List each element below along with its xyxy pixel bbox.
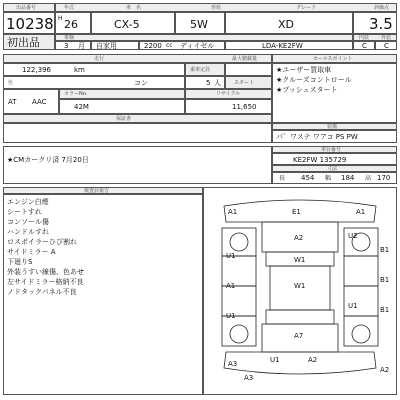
color-code-label-cell — [59, 89, 185, 99]
damage-mark-rear-left-bumper: U1 — [270, 356, 280, 364]
year-era: H — [58, 15, 63, 22]
remark-1: エンジン白煙 — [7, 198, 49, 206]
price-value: 11,650 — [232, 103, 257, 111]
selling-point-1: ★ユーザー買取車 — [276, 66, 332, 74]
transmission-value: AT — [8, 98, 17, 106]
dealer-label: 保証書 — [116, 116, 132, 122]
seats-unit: 人 — [214, 79, 221, 87]
recycle-label: リサイクル — [216, 91, 241, 97]
damage-mark-right-rear-door: U1 — [348, 302, 358, 310]
color-cell — [3, 76, 185, 89]
mileage-unit: km — [74, 66, 85, 74]
mileage-label: 走行 — [94, 56, 105, 62]
chassis-model-cell — [225, 41, 353, 50]
rear-bumper-outline — [224, 352, 376, 374]
selling-point-3: ★プッシュスタート — [276, 86, 338, 94]
right-quarter-outline — [344, 316, 378, 346]
mileage-cell — [3, 63, 185, 76]
grade-value: XD — [278, 18, 295, 31]
inspection-label: 検査員報告 — [84, 188, 110, 194]
chassis-label: 車台番号 — [321, 147, 342, 153]
chassis-cell — [272, 153, 397, 165]
remark-9: 左サイドミラー格納不良 — [7, 278, 84, 286]
model-year-label: 年式 — [64, 5, 75, 11]
seats-value: 5 — [206, 79, 211, 87]
color-code: 42M — [74, 103, 89, 111]
width-label: 幅 — [325, 175, 332, 182]
damage-mark-windshield: W1 — [294, 256, 306, 264]
year-value: 26 — [64, 18, 78, 31]
right-front-door-outline — [344, 256, 378, 286]
damage-mark-left-fender: U1 — [226, 252, 236, 260]
lot-label-cell — [3, 3, 55, 12]
color-value: コン — [134, 79, 148, 87]
color-code-label: カラーNo. — [64, 91, 88, 97]
interior-label: 内装 — [359, 35, 370, 41]
drive-type-cell — [91, 41, 139, 50]
damage-mark-front-left: A1 — [228, 208, 238, 216]
dealer-cell — [3, 123, 272, 143]
displacement-unit: cc — [166, 42, 173, 49]
height-label: 高 — [365, 175, 372, 182]
grade-cell — [225, 12, 353, 34]
selling-points-label: セールスポイント — [313, 56, 353, 62]
exterior-label: 外装 — [381, 35, 392, 41]
seats-label: 乗車定員 — [190, 67, 211, 73]
notice-cell — [3, 146, 272, 184]
grade-label-row — [353, 34, 397, 41]
chassis-number: KE2FW 135729 — [293, 156, 347, 164]
lot-number: 10238 — [6, 15, 54, 33]
remark-8: 外装うすい線傷、色あせ — [7, 268, 84, 276]
interior-grade: C — [362, 42, 367, 50]
seats-cell — [185, 76, 225, 89]
damage-mark-rear-far-left: A3 — [244, 374, 254, 382]
remark-6: サイドミラー A — [7, 248, 56, 256]
remark-7: 下廻りS — [7, 258, 33, 266]
notice-text: ★CMカークリ済 7月20日 — [7, 156, 89, 164]
spec-label-row — [3, 54, 272, 63]
left-quarter-outline — [222, 316, 256, 346]
damage-mark-right-door: B1 — [380, 276, 390, 284]
right-rear-door-outline — [344, 286, 378, 316]
damage-mark-roof: W1 — [294, 282, 306, 290]
fuel-type: ディイゼル — [180, 42, 215, 50]
selling-points-label-cell — [272, 54, 397, 63]
lot-label: 出品番号 — [16, 5, 37, 11]
damage-diagram — [204, 188, 396, 394]
grade-label: グレード — [296, 5, 317, 11]
inspection-label-cell — [3, 187, 203, 194]
rear-right-wheel — [352, 325, 370, 343]
damage-mark-right-front: U2 — [348, 232, 358, 240]
month-value: 3 — [64, 42, 69, 50]
damage-mark-hood: A2 — [294, 234, 304, 242]
inspection-remarks-cell — [3, 194, 203, 395]
remark-10: ノドタックパネル不良 — [7, 288, 77, 296]
remark-3: コンソール傷 — [7, 218, 49, 226]
year-cell — [55, 12, 91, 34]
remark-5: ロスポイラーひび割れ — [7, 238, 77, 246]
score-label: 評価点 — [374, 5, 390, 11]
month-cell — [55, 41, 91, 50]
model-value: CX-5 — [114, 18, 140, 31]
color-label: 色 — [8, 80, 14, 86]
color-code-cell — [59, 99, 185, 114]
damage-mark-front-center: E1 — [292, 208, 301, 216]
height-value: 170 — [377, 174, 391, 182]
damage-mark-trunk: A7 — [294, 332, 304, 340]
damage-mark-rear-center: A2 — [308, 356, 318, 364]
dims-cell — [272, 172, 397, 184]
model-cell — [91, 12, 175, 34]
price-label: スタート — [234, 80, 255, 86]
equipment-cell — [272, 130, 397, 143]
selling-point-2: ★クルーズコントロール — [276, 76, 352, 84]
recycle-label-cell — [185, 89, 272, 99]
header-label-row — [55, 3, 397, 12]
dealer-label-cell — [3, 114, 272, 123]
damage-mark-front-right: A1 — [356, 208, 366, 216]
shaken-label: 車検 — [64, 35, 75, 41]
first-listing-badge: 初出品 — [7, 36, 40, 49]
price-cell — [185, 99, 272, 114]
selling-points-cell — [272, 63, 397, 123]
interior-grade-cell — [353, 41, 375, 50]
dims-label-cell — [272, 165, 397, 172]
doors-value: 5W — [190, 18, 208, 31]
model-label: 車 名 — [126, 5, 142, 11]
seats-label-cell — [185, 63, 225, 76]
length-value: 454 — [301, 174, 315, 182]
dims-label: 寸法 — [327, 166, 338, 172]
transmission-cell — [3, 89, 59, 114]
front-left-wheel — [230, 233, 248, 251]
doors-cell — [175, 12, 225, 34]
month-unit: 月 — [78, 42, 85, 50]
displacement: 2200 — [144, 42, 162, 50]
rear-glass-outline — [266, 310, 334, 324]
width-value: 184 — [341, 174, 355, 182]
load-cell — [225, 63, 272, 76]
first-listing-cell — [3, 34, 55, 50]
score-value: 3.5 — [369, 15, 393, 33]
damage-mark-left-quarter: U1 — [226, 312, 236, 320]
damage-mark-rear-left: A3 — [228, 360, 238, 368]
exterior-grade: C — [384, 42, 389, 50]
drive-type: 自家用 — [96, 42, 117, 50]
damage-diagram-cell — [203, 187, 397, 395]
displacement-cell — [139, 41, 225, 50]
exterior-grade-cell — [375, 41, 397, 50]
load-label: 最大積載量 — [232, 56, 258, 62]
damage-mark-right-quarter: B1 — [380, 306, 390, 314]
length-label: 長 — [279, 175, 286, 182]
aircon-value: AAC — [32, 98, 47, 106]
equipment-label-cell — [272, 123, 397, 130]
damage-mark-right-fender: B1 — [380, 246, 390, 254]
chassis-label-cell — [272, 146, 397, 153]
damage-mark-right-rear: A2 — [380, 366, 390, 374]
rear-left-wheel — [230, 325, 248, 343]
lot-number-cell — [3, 12, 55, 34]
remark-2: シートすれ — [7, 208, 42, 216]
price-label-cell — [225, 76, 272, 89]
remark-4: ハンドルすれ — [7, 228, 49, 236]
mileage-value: 122,396 — [22, 66, 51, 74]
equipment-label: 装備 — [327, 124, 338, 130]
damage-mark-left-door: A1 — [226, 282, 236, 290]
score-cell — [353, 12, 397, 34]
mark-label: 形状 — [211, 5, 222, 11]
equipment-value: パ゛ワステ ワアコ PS PW — [276, 133, 358, 141]
chassis-model: LDA-KE2FW — [262, 42, 303, 50]
header-sublabel-row — [55, 34, 353, 41]
